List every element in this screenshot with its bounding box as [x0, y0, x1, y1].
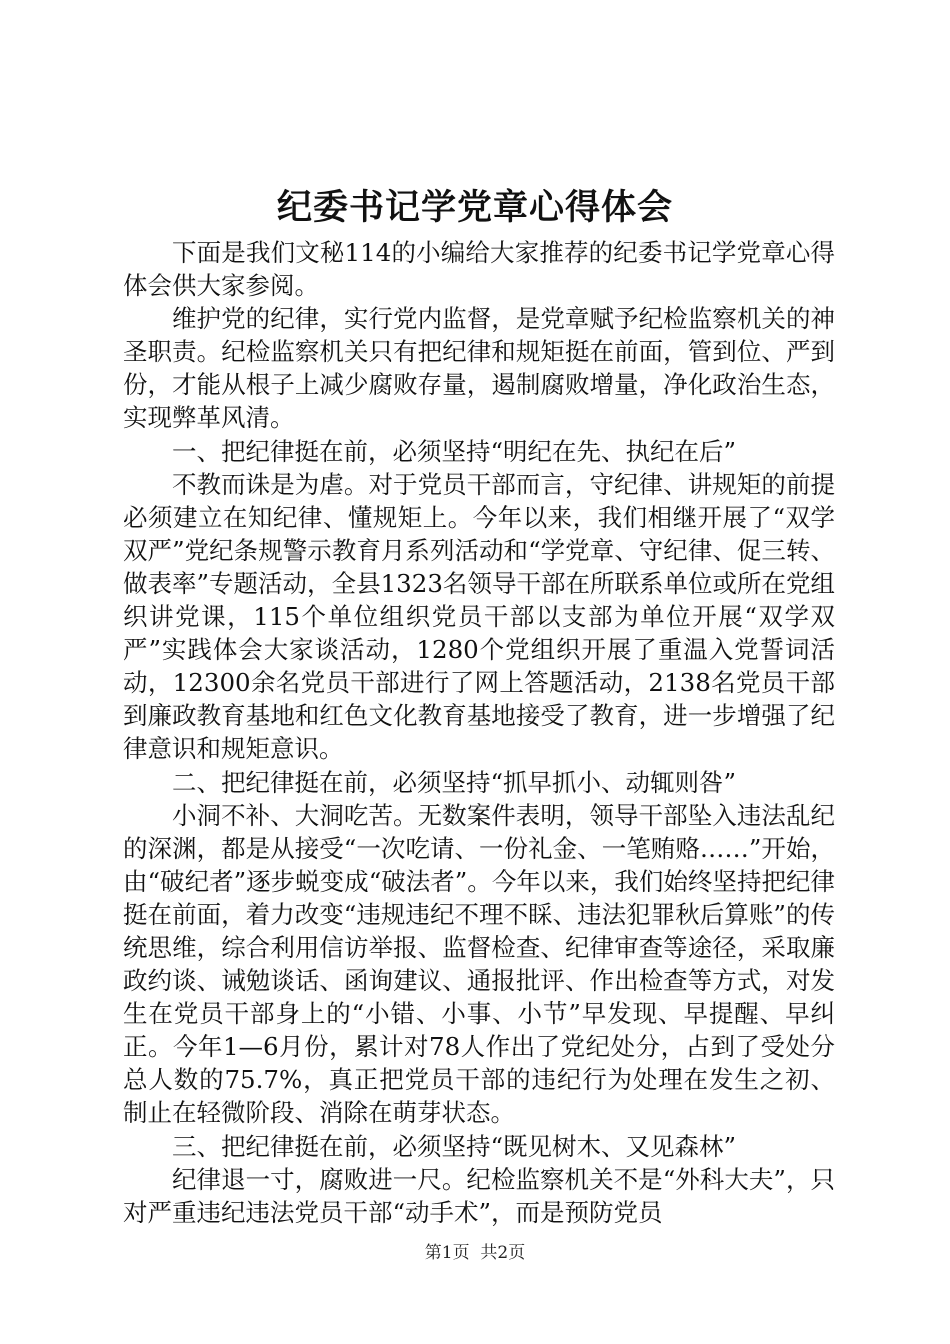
paragraph-section-3: 纪律退一寸，腐败进一尺。纪检监察机关不是“外科大夫”，只对严重违纪违法党员干部“动手术”，而是预防党员	[123, 1164, 835, 1227]
paragraph-intro: 下面是我们文秘114的小编给大家推荐的纪委书记学党章心得体会供大家参阅。	[123, 238, 835, 301]
page-number: 第1页	[424, 1243, 470, 1263]
paragraph-duty: 维护党的纪律，实行党内监督，是党章赋予纪检监察机关的神圣职责。纪检监察机关只有把纪律和规矩挺在前面，管到位、严到份，才能从根子上减少腐败存量，遏制腐败增量，净化政治生态，实现弊革风清。	[123, 304, 835, 433]
page-footer	[0, 1242, 950, 1264]
paragraph-section-2: 小洞不补、大洞吃苦。无数案件表明，领导干部坠入违法乱纪的深渊，都是从接受“一次吃请、一份礼金、一笔贿赂……”开始，由“破纪者”逐步蜕变成“破法者”。今年以来，我们始终坚持把纪律挺在前面，着力改变“违规违纪不理不睬、违法犯罪秋后算账”的传统思维，综合利用信访举报、监督检查、纪律审查等途径，采取廉政约谈、诫勉谈话、函询建议、通报批评、作出检查等方式，对发生在党员干部身上的“小错、小事、小节”早发现、早提醒、早纠正。今年1—6月份，累计对78人作出了党纪处分，占到了受处分总人数的75.7%，真正把党员干部的违纪行为处理在发生之初、制止在轻微阶段、消除在萌芽状态。	[123, 800, 835, 1128]
page-total: 共2页	[480, 1243, 526, 1263]
paragraph-section-1: 不教而诛是为虐。对于党员干部而言，守纪律、讲规矩的前提必须建立在知纪律、懂规矩上。今年以来，我们相继开展了“双学双严”党纪条规警示教育月系列活动和“学党章、守纪律、促三转、做表率”专题活动，全县1323名领导干部在所联系单位或所在党组织讲党课，115个单位组织党员干部以支部为单位开展“双学双严”实践体会大家谈活动，1280个党组织开展了重温入党誓词活动，12300余名党员干部进行了网上答题活动，2138名党员干部到廉政教育基地和红色文化教育基地接受了教育，进一步增强了纪律意识和规矩意识。	[123, 469, 835, 764]
section-heading-3: 三、把纪律挺在前，必须坚持“既见树木、又见森林”	[172, 1131, 737, 1161]
section-heading-2: 二、把纪律挺在前，必须坚持“抓早抓小、动辄则咎”	[172, 767, 737, 797]
document-body	[123, 236, 835, 1229]
document-title: 纪委书记学党章心得体会	[276, 187, 673, 228]
section-heading-1: 一、把纪律挺在前，必须坚持“明纪在先、执纪在后”	[172, 436, 737, 466]
